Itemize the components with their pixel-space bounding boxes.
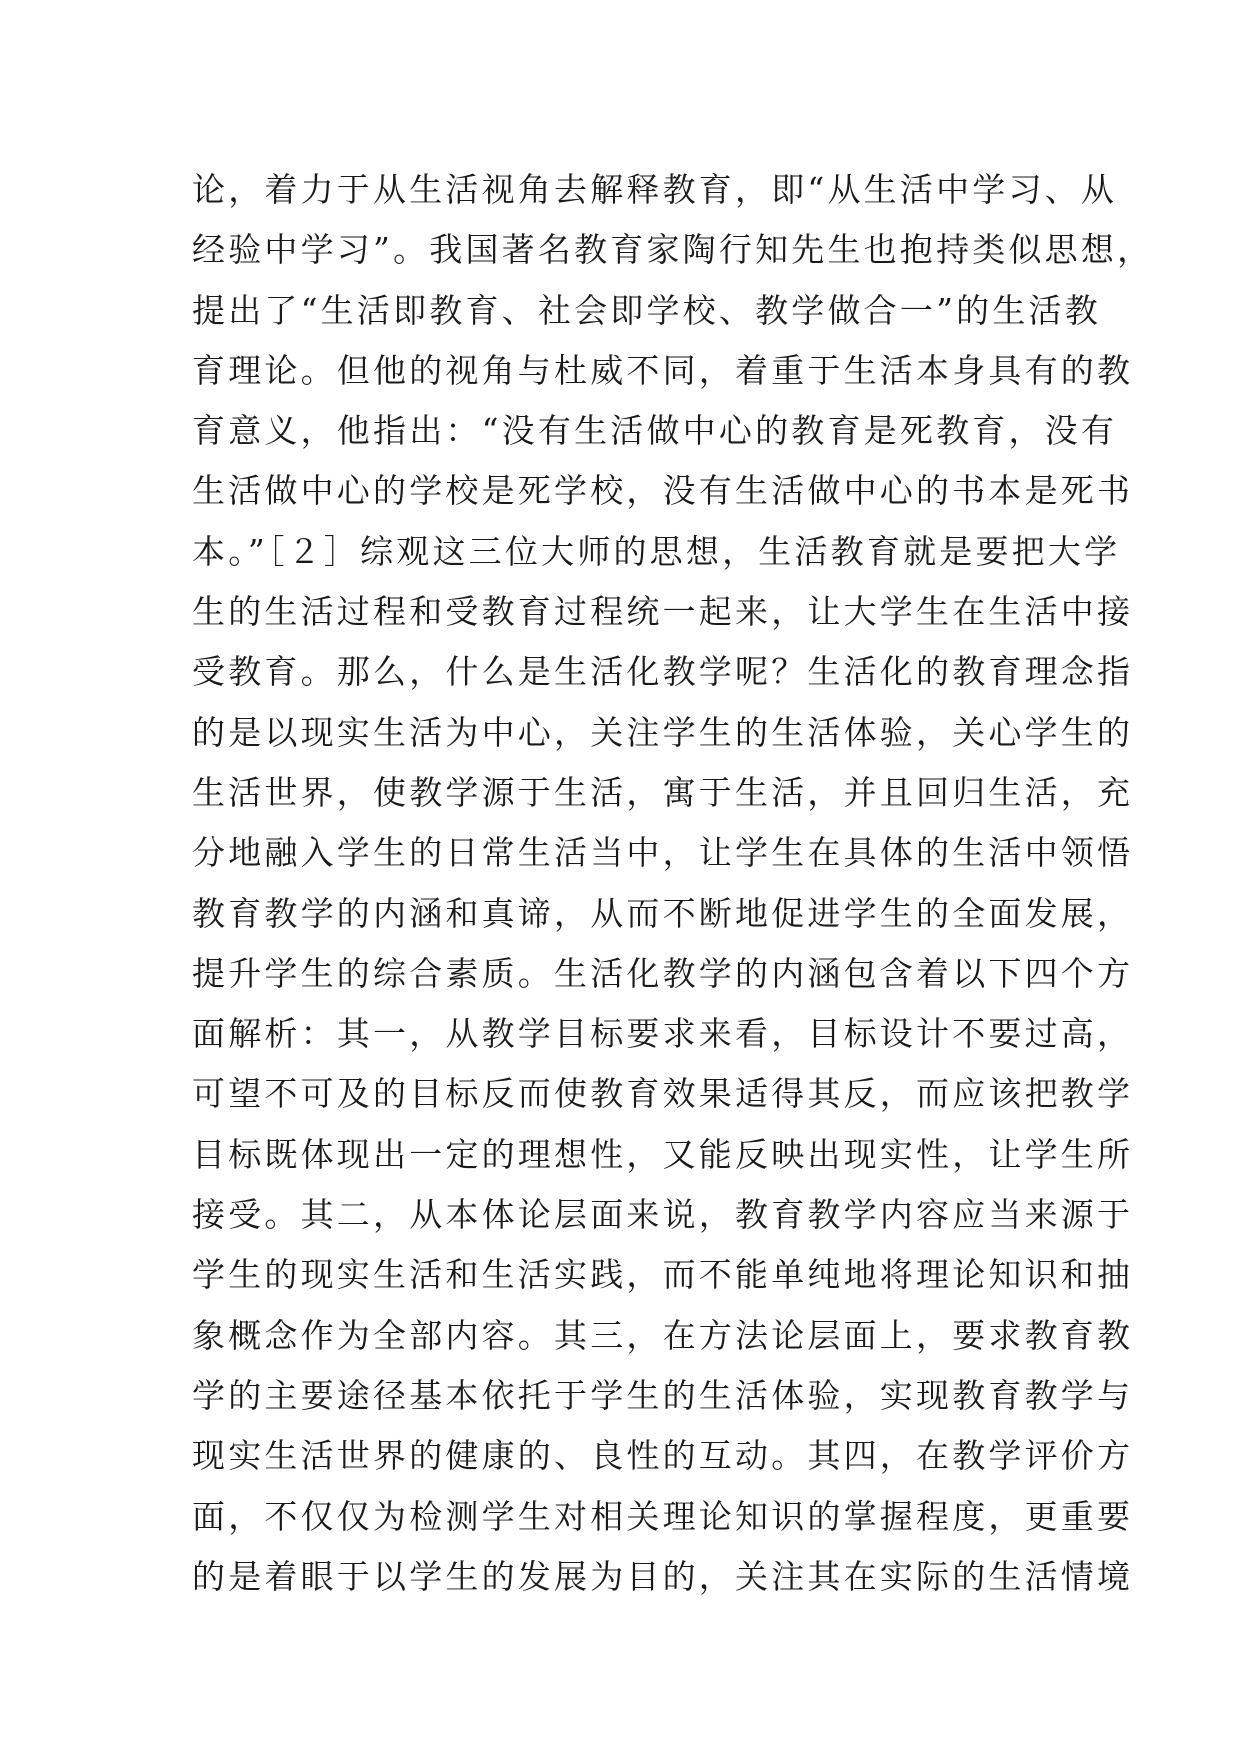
text-line: 论，着力于从生活视角去解释教育，即“从生活中学习、从 [192, 170, 1118, 209]
text-line: 接受。其二，从本体论层面来说，教育教学内容应当来源于 [192, 1195, 1134, 1235]
text-line: 提出了“生活即教育、社会即学校、教学做合一”的生活教 [192, 290, 1101, 330]
text-line: 本。”［２］综观这三位大师的思想，生活教育就是要把大学 [192, 531, 1121, 571]
text-line: 育理论。但他的视角与杜威不同，着重于生活本身具有的教 [192, 350, 1134, 390]
text-line: 象概念作为全部内容。其三，在方法论层面上，要求教育教 [192, 1315, 1134, 1355]
text-line: 目标既体现出一定的理想性，又能反映出现实性，让学生所 [192, 1134, 1134, 1174]
text-line: 育意义，他指出：“没有生活做中心的教育是死教育，没有 [192, 411, 1118, 451]
text-line: 学生的现实生活和生活实践，而不能单纯地将理论知识和抽 [192, 1255, 1134, 1295]
text-line: 教育教学的内涵和真谛，从而不断地促进学生的全面发展， [192, 893, 1134, 933]
text-line: 提升学生的综合素质。生活化教学的内涵包含着以下四个方 [192, 953, 1134, 993]
text-line: 的是以现实生活为中心，关注学生的生活体验，关心学生的 [192, 712, 1134, 752]
text-line: 的是着眼于以学生的发展为目的，关注其在实际的生活情境 [192, 1556, 1134, 1596]
text-line: 经验中学习”。我国著名教育家陶行知先生也抱持类似思想， [192, 230, 1154, 270]
text-line: 生活做中心的学校是死学校，没有生活做中心的书本是死书 [192, 471, 1134, 511]
text-line: 现实生活世界的健康的、良性的互动。其四，在教学评价方 [192, 1436, 1134, 1476]
text-line: 生的生活过程和受教育过程统一起来，让大学生在生活中接 [192, 592, 1134, 632]
text-line: 学的主要途径基本依托于学生的生活体验，实现教育教学与 [192, 1375, 1134, 1415]
text-line: 可望不可及的目标反而使教育效果适得其反，而应该把教学 [192, 1074, 1134, 1114]
text-line: 受教育。那么，什么是生活化教学呢？生活化的教育理念指 [192, 652, 1134, 692]
text-line: 面解析：其一，从教学目标要求来看，目标设计不要过高， [192, 1014, 1134, 1054]
text-line: 面，不仅仅为检测学生对相关理论知识的掌握程度，更重要 [192, 1496, 1134, 1536]
body-paragraph [192, 160, 1154, 1607]
text-line: 生活世界，使教学源于生活，寓于生活，并且回归生活，充 [192, 772, 1134, 812]
text-line: 分地融入学生的日常生活当中，让学生在具体的生活中领悟 [192, 833, 1134, 873]
